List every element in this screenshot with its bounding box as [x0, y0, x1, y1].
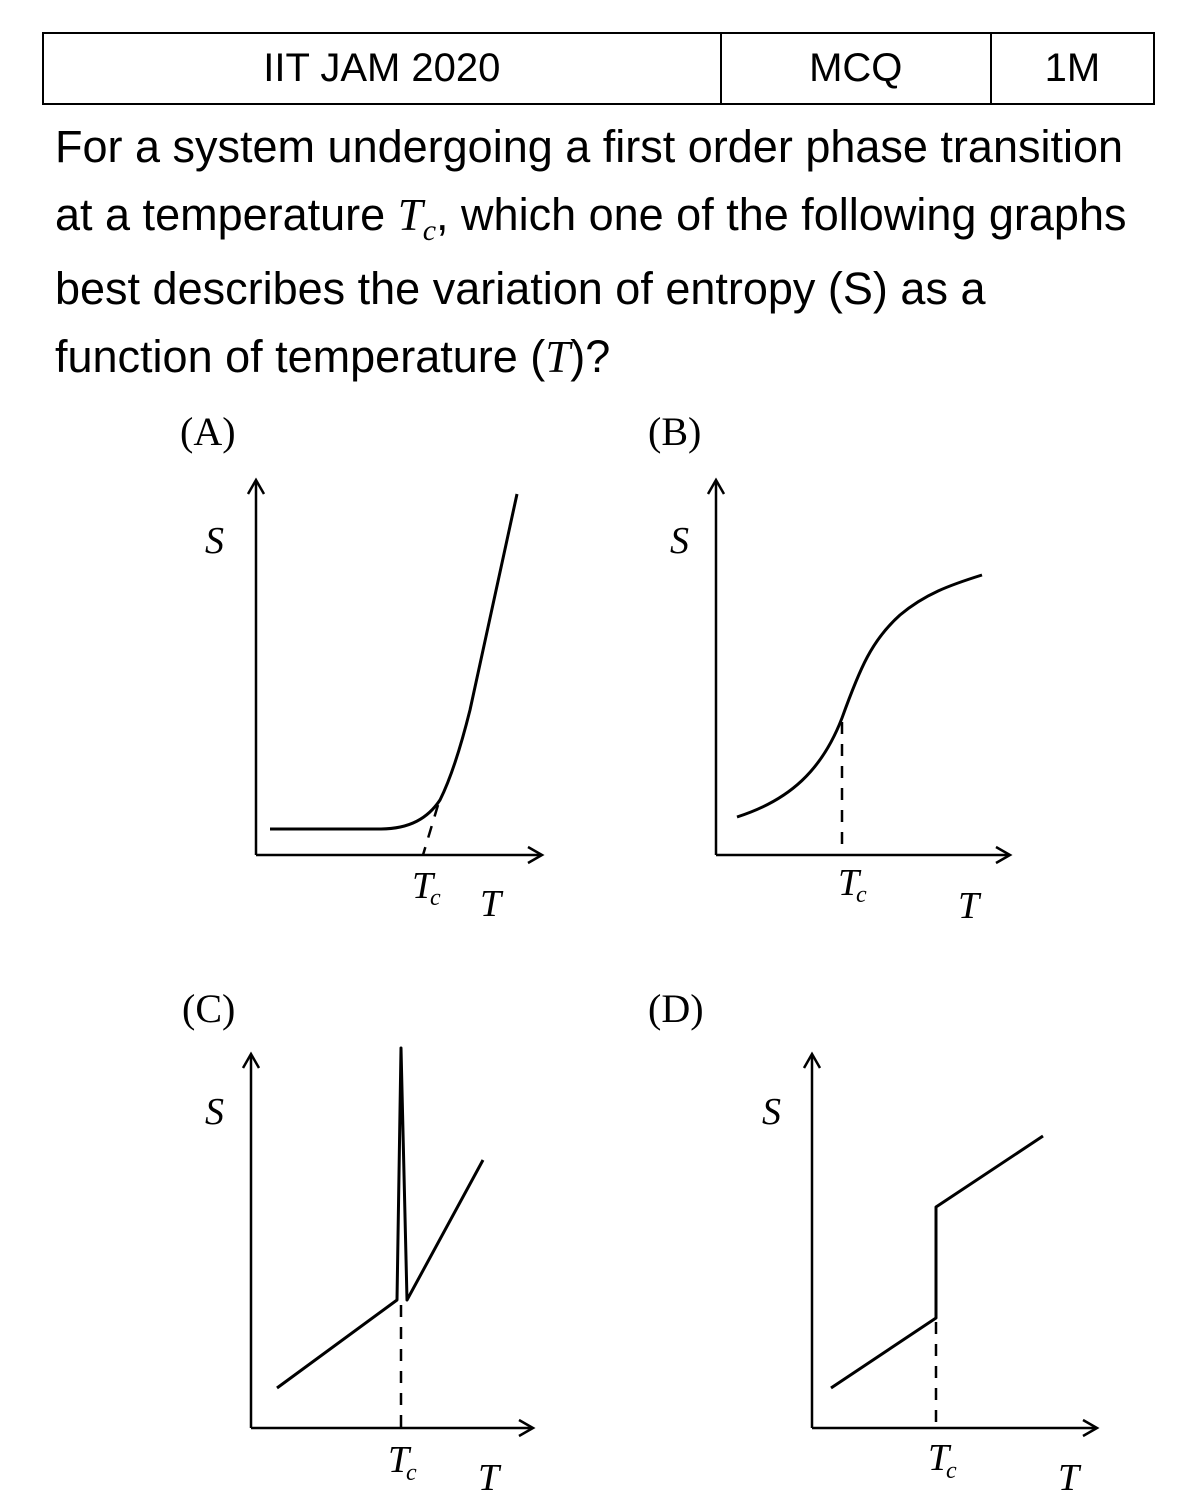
- graph-b[interactable]: [670, 480, 1010, 927]
- option-d-label[interactable]: (D): [648, 986, 704, 1031]
- question-type-cell: MCQ: [721, 33, 991, 104]
- graph-b-tc-sub: c: [856, 882, 867, 908]
- exam-cell: IIT JAM 2020: [43, 33, 721, 104]
- question-part2: , which one of the following graphs best describes the variation of entropy (S) as a function of temperature (: [55, 189, 1127, 382]
- question-part3: )?: [570, 331, 611, 382]
- graph-a-tc-label: T: [412, 865, 434, 907]
- tc-symbol: T: [397, 190, 423, 240]
- option-c-label[interactable]: (C): [182, 986, 236, 1031]
- graph-a-tc-sub: c: [430, 885, 441, 911]
- graph-b-x-label: T: [958, 885, 980, 927]
- graph-a-y-label: S: [205, 520, 224, 562]
- graph-a-x-label: T: [480, 883, 502, 925]
- graph-d-tc-sub: c: [946, 1458, 957, 1484]
- tc-subscript: c: [422, 214, 437, 247]
- graph-a[interactable]: [205, 480, 542, 925]
- graph-c-tc-label: T: [388, 1439, 410, 1481]
- graph-c-tc-sub: c: [406, 1460, 417, 1486]
- graph-b-y-label: S: [670, 520, 689, 562]
- graph-c-entropy-curve: [277, 1048, 483, 1388]
- option-a-label[interactable]: (A): [180, 409, 236, 454]
- option-b-label[interactable]: (B): [648, 409, 702, 454]
- graph-d-x-label: T: [1058, 1457, 1080, 1499]
- graph-a-entropy-curve: [270, 494, 517, 829]
- graph-c-x-label: T: [478, 1457, 500, 1499]
- marks-cell: 1M: [991, 33, 1154, 104]
- graph-d-tc-label: T: [928, 1437, 950, 1479]
- t-symbol: T: [545, 332, 571, 382]
- graph-c-y-label: S: [205, 1091, 224, 1133]
- graph-c[interactable]: [205, 1048, 533, 1499]
- question-part1: For a system undergoing a first order phase transition at a temperature: [55, 121, 1124, 240]
- graph-d[interactable]: [762, 1054, 1097, 1499]
- graph-b-tc-label: T: [838, 862, 860, 904]
- graph-b-entropy-curve: [737, 575, 982, 817]
- graph-d-y-label: S: [762, 1091, 781, 1133]
